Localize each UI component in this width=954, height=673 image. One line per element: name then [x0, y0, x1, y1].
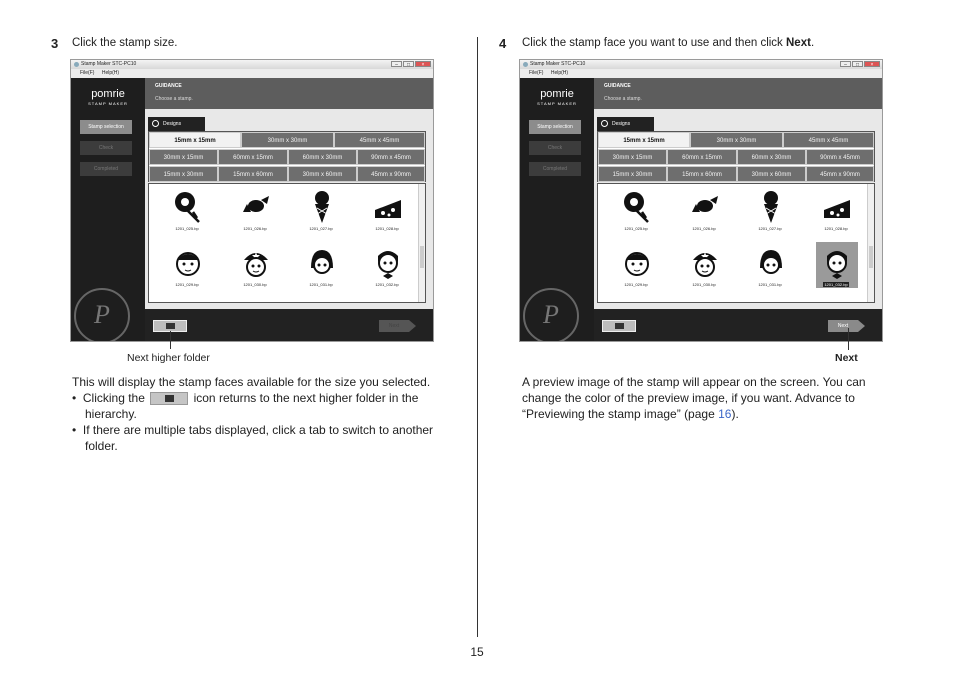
para-line2: change the color of the preview image, if you want. Advance to: [522, 391, 855, 405]
size-option[interactable]: 45mm x 90mm: [357, 166, 425, 182]
size-option[interactable]: 15mm x 30mm: [598, 166, 667, 182]
size-selector: [597, 131, 875, 182]
nav-completed[interactable]: Completed: [80, 162, 132, 176]
para-line1: A preview image of the stamp will appear on the screen. You can: [522, 375, 866, 389]
stamp-design-image: [822, 190, 852, 224]
scrollbar[interactable]: [418, 184, 425, 302]
bullet-1: [72, 390, 418, 406]
app-icon: [74, 62, 79, 67]
pomrie-seal-logo: P: [523, 288, 579, 342]
minimize-button[interactable]: –: [391, 61, 402, 67]
stamp-design-image: [307, 246, 337, 280]
stamp-design-image: [756, 190, 786, 224]
menu-bar: [520, 69, 882, 78]
size-option[interactable]: 30mm x 30mm: [241, 132, 334, 148]
content-area: [145, 109, 434, 342]
size-option[interactable]: 30mm x 60mm: [737, 166, 806, 182]
stamp-design-image: [373, 190, 403, 224]
bottom-bar: [145, 309, 434, 342]
size-option[interactable]: 60mm x 15mm: [218, 149, 288, 165]
stamp-design-image: [173, 246, 203, 280]
minimize-button[interactable]: –: [840, 61, 851, 67]
folder-up-button[interactable]: [602, 320, 636, 332]
callout-line: [170, 331, 171, 349]
stamp-file-label: 1201_028.bp: [375, 226, 399, 231]
size-option[interactable]: 15mm x 60mm: [667, 166, 737, 182]
stamp-face[interactable]: [225, 242, 285, 298]
next-arrow-icon: [858, 320, 865, 332]
size-option[interactable]: 15mm x 15mm: [598, 132, 690, 148]
stamp-file-label: 1201_025.bp: [175, 226, 199, 231]
para-line3: [522, 406, 739, 422]
next-button[interactable]: Next: [379, 320, 409, 332]
stamp-design-image: [373, 246, 403, 280]
refresh-icon: [601, 120, 608, 127]
next-arrow-icon: [409, 320, 416, 332]
stamp-file-label: 1201_030.bp: [692, 282, 716, 287]
tab-designs-label: Designs: [163, 121, 182, 127]
stamp-file-label: 1201_026.bp: [692, 226, 716, 231]
stamp-file-label: 1201_027.bp: [758, 226, 782, 231]
stamp-face[interactable]: [225, 186, 285, 242]
window-title: Stamp Maker STC-PC10: [81, 61, 137, 67]
stamp-design-image: [622, 246, 652, 280]
stamp-file-label: 1201_031.bp: [309, 282, 333, 287]
menu-bar: [71, 69, 433, 78]
nav-check[interactable]: Check: [529, 141, 581, 155]
tab-designs[interactable]: [597, 117, 654, 131]
size-option[interactable]: 30mm x 30mm: [690, 132, 783, 148]
nav-stamp-selection[interactable]: Stamp selection: [80, 120, 132, 134]
guidance-text: Choose a stamp.: [155, 96, 193, 102]
para-line3-pre: “Previewing the stamp image” (page: [522, 407, 719, 421]
size-option[interactable]: 45mm x 45mm: [334, 132, 425, 148]
stamp-design-image: [690, 246, 720, 280]
tab-designs-label: Designs: [612, 121, 631, 127]
bullet-2-line2: folder.: [85, 439, 118, 453]
stamp-file-label: 1201_025.bp: [624, 226, 648, 231]
stamp-face[interactable]: [740, 242, 800, 298]
stamp-file-label: 1201_028.bp: [824, 226, 848, 231]
stamp-face[interactable]: [806, 186, 866, 242]
next-button[interactable]: Next: [828, 320, 858, 332]
stamp-design-image: [307, 190, 337, 224]
brand-logo: pomrie: [540, 88, 574, 100]
stamp-file-label: 1201_027.bp: [309, 226, 333, 231]
page-number: 15: [470, 645, 484, 659]
size-option[interactable]: 60mm x 15mm: [667, 149, 737, 165]
stamp-face[interactable]: [740, 186, 800, 242]
stamp-face[interactable]: [674, 242, 734, 298]
stamp-face[interactable]: [806, 242, 866, 298]
stamp-face[interactable]: [357, 242, 417, 298]
sidebar: [71, 78, 145, 342]
guidance-bar: [145, 78, 434, 109]
size-option[interactable]: 45mm x 45mm: [783, 132, 874, 148]
bullet-1-line2: hierarchy.: [85, 407, 137, 421]
maximize-button[interactable]: □: [403, 61, 414, 67]
stamp-face[interactable]: [674, 186, 734, 242]
size-option[interactable]: 30mm x 15mm: [598, 149, 667, 165]
folder-up-icon: [615, 323, 624, 329]
stamp-design-image: [241, 190, 271, 224]
stamp-file-label: 1201_031.bp: [758, 282, 782, 287]
pomrie-seal-logo: P: [74, 288, 130, 342]
step-number: 3: [51, 36, 59, 51]
menu-help[interactable]: Help(H): [550, 70, 569, 76]
brand-subtitle: STAMP MAKER: [537, 101, 577, 106]
app-icon: [523, 62, 528, 67]
bullet-2: [72, 422, 433, 438]
stamp-design-image: [241, 246, 271, 280]
stamp-file-label: 1201_032.bp: [375, 282, 399, 287]
stamp-face[interactable]: [606, 242, 666, 298]
bullet-1-text-pre: Clicking the: [82, 391, 145, 405]
scrollbar[interactable]: [867, 184, 874, 302]
stamp-face[interactable]: [157, 186, 217, 242]
step-number: 4: [499, 36, 507, 51]
stamp-file-label: 1201_029.bp: [175, 282, 199, 287]
app-window-step3: [70, 59, 434, 342]
nav-check[interactable]: Check: [80, 141, 132, 155]
callout-line: [848, 328, 849, 350]
size-option[interactable]: 45mm x 90mm: [806, 166, 874, 182]
stamp-grid: [148, 183, 426, 303]
guidance-title: GUIDANCE: [604, 83, 631, 89]
content-area: [594, 109, 883, 342]
bullet-dot: •: [72, 391, 77, 405]
brand-logo: pomrie: [91, 88, 125, 100]
size-option[interactable]: 90mm x 45mm: [806, 149, 874, 165]
size-option[interactable]: 90mm x 45mm: [357, 149, 425, 165]
step-instruction: Click the stamp size.: [72, 37, 178, 49]
stamp-design-image: [690, 190, 720, 224]
stamp-design-image: [173, 190, 203, 224]
description: This will display the stamp faces available for the size you selected.: [72, 375, 431, 389]
close-button[interactable]: ×: [415, 61, 431, 67]
size-option[interactable]: 15mm x 60mm: [218, 166, 288, 182]
stamp-face[interactable]: [291, 242, 351, 298]
nav-stamp-selection[interactable]: Stamp selection: [529, 120, 581, 134]
stamp-file-label: 1201_030.bp: [243, 282, 267, 287]
size-option[interactable]: 30mm x 60mm: [288, 166, 357, 182]
size-selector: [148, 131, 426, 182]
stamp-design-image: [622, 190, 652, 224]
size-option[interactable]: 30mm x 15mm: [149, 149, 218, 165]
tab-designs[interactable]: [148, 117, 205, 131]
step-text-bold: Next: [786, 37, 811, 49]
callout-next: Next: [835, 352, 858, 364]
brand-subtitle: STAMP MAKER: [88, 101, 128, 106]
folder-up-icon: [150, 392, 188, 405]
size-option[interactable]: 60mm x 30mm: [737, 149, 806, 165]
menu-file[interactable]: File(F): [80, 70, 95, 76]
bullet-dot: •: [72, 423, 77, 437]
app-window-step4: [519, 59, 883, 342]
title-bar: [71, 60, 433, 69]
stamp-face[interactable]: [606, 186, 666, 242]
column-divider: [477, 37, 478, 637]
page-link[interactable]: 16: [718, 407, 732, 421]
stamp-design-image: [756, 246, 786, 280]
sidebar: [520, 78, 594, 342]
window-title: Stamp Maker STC-PC10: [530, 61, 586, 67]
menu-file[interactable]: File(F): [529, 70, 544, 76]
callout-next-higher-folder: Next higher folder: [127, 352, 210, 364]
nav-completed[interactable]: Completed: [529, 162, 581, 176]
bullet-1-text-post: icon returns to the next higher folder in the: [193, 391, 419, 405]
title-bar: [520, 60, 882, 69]
stamp-grid: [597, 183, 875, 303]
step-instruction: [522, 37, 814, 49]
stamp-face[interactable]: [291, 186, 351, 242]
folder-up-icon: [166, 323, 175, 329]
size-option[interactable]: 60mm x 30mm: [288, 149, 357, 165]
stamp-file-label: 1201_032.bp: [824, 282, 848, 287]
maximize-button[interactable]: □: [852, 61, 863, 67]
stamp-face[interactable]: [157, 242, 217, 298]
size-option[interactable]: 15mm x 30mm: [149, 166, 218, 182]
menu-help[interactable]: Help(H): [101, 70, 120, 76]
close-button[interactable]: ×: [864, 61, 880, 67]
bottom-bar: [594, 309, 883, 342]
size-option[interactable]: 15mm x 15mm: [149, 132, 241, 148]
bullet-2-text: If there are multiple tabs displayed, click a tab to switch to another: [82, 423, 434, 437]
stamp-face[interactable]: [357, 186, 417, 242]
guidance-text: Choose a stamp.: [604, 96, 642, 102]
stamp-design-image: [822, 246, 852, 280]
step-text-pre: Click the stamp face you want to use and then click: [522, 37, 786, 49]
stamp-file-label: 1201_026.bp: [243, 226, 267, 231]
guidance-title: GUIDANCE: [155, 83, 182, 89]
refresh-icon: [152, 120, 159, 127]
para-line3-post: ).: [731, 407, 739, 421]
step-text-post: .: [810, 37, 815, 49]
guidance-bar: [594, 78, 883, 109]
stamp-file-label: 1201_029.bp: [624, 282, 648, 287]
